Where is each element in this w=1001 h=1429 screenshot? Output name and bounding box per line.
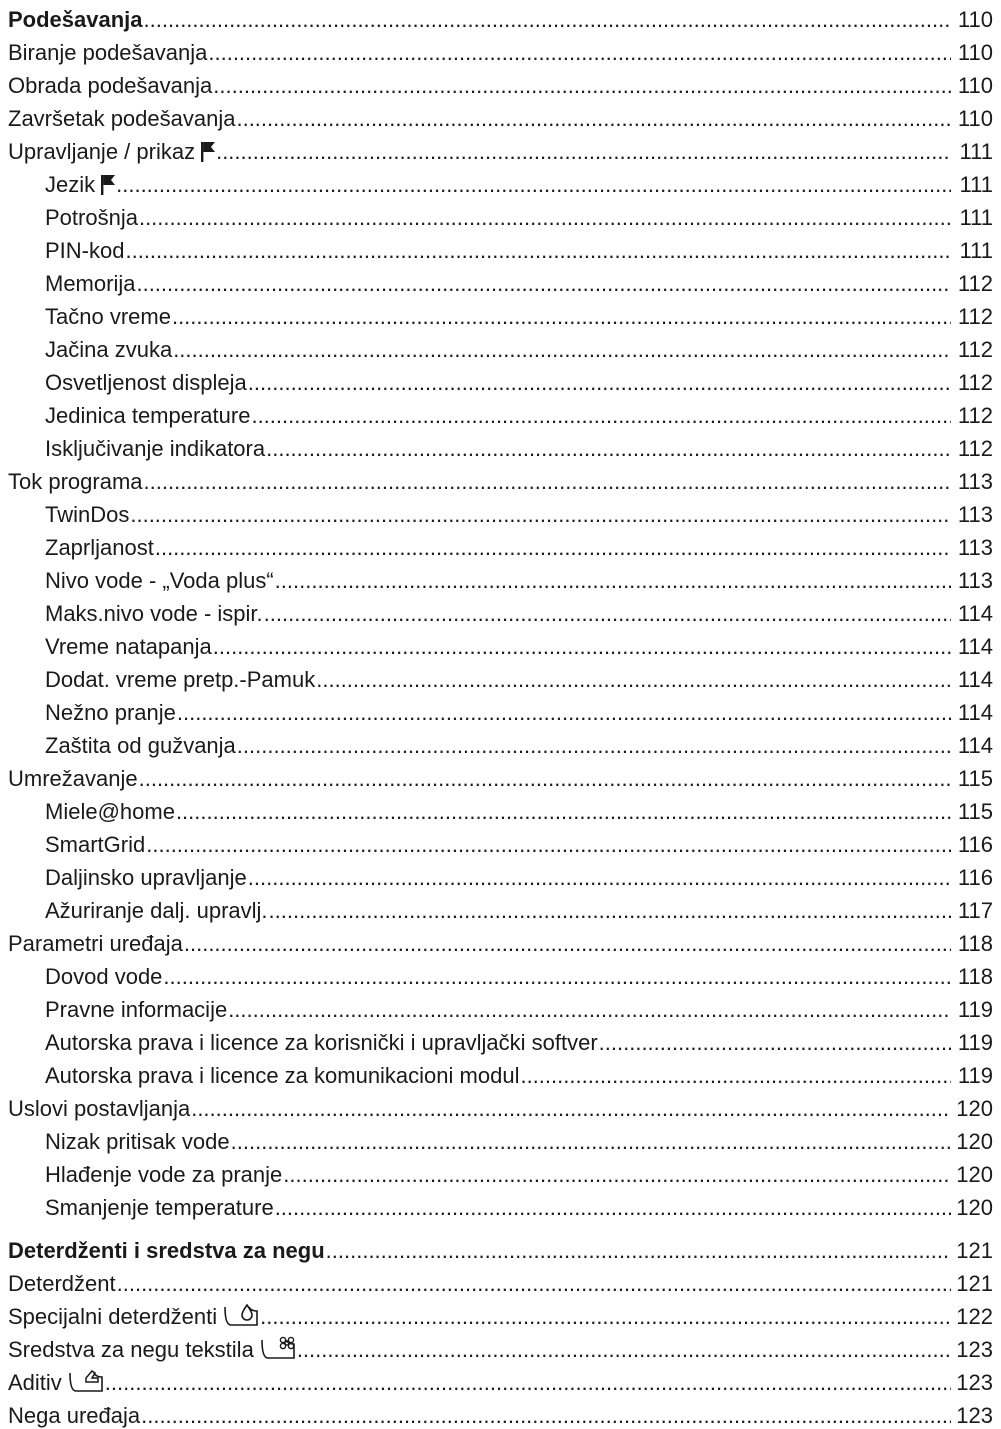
- toc-entry-title: [8, 766, 138, 792]
- toc-entry-title: [8, 1369, 104, 1396]
- toc-entry-label: Potrošnja: [45, 205, 138, 230]
- toc-entry-title: [8, 1303, 259, 1330]
- toc-entry[interactable]: [8, 363, 993, 396]
- toc-entry-title: [45, 601, 263, 627]
- page-number: 119: [957, 1063, 993, 1088]
- page-number: 115: [957, 766, 993, 791]
- toc-entry-label: Specijalni deterdženti: [8, 1304, 218, 1329]
- toc-entry-title: [8, 1271, 116, 1297]
- toc-entry-title: [45, 634, 212, 660]
- dot-leader: [130, 502, 951, 528]
- dot-leader: [184, 931, 951, 957]
- toc-entry[interactable]: [8, 33, 993, 66]
- page-number: 111: [959, 172, 993, 197]
- toc-entry-title: [45, 997, 227, 1023]
- toc-entry[interactable]: [8, 627, 993, 660]
- dot-leader: [237, 733, 951, 759]
- toc-entry[interactable]: [8, 1363, 993, 1396]
- page-number: 113: [957, 568, 993, 593]
- dot-leader: [146, 832, 951, 858]
- toc-entry-label: Dovod vode: [45, 964, 163, 989]
- toc-entry[interactable]: [8, 990, 993, 1023]
- toc-entry-label: Parametri uređaja: [8, 931, 183, 956]
- toc-entry[interactable]: [8, 66, 993, 99]
- toc-entry[interactable]: [8, 1297, 993, 1330]
- page-number: 114: [957, 634, 993, 659]
- toc-entry-label: Isključivanje indikatora: [45, 436, 266, 461]
- toc-entry-title: [45, 667, 315, 693]
- toc-entry-title: [45, 502, 129, 528]
- toc-entry-title: [45, 172, 115, 198]
- page-number: 112: [957, 304, 993, 329]
- dot-leader: [139, 766, 951, 792]
- dot-leader: [176, 799, 951, 825]
- page-number: 110: [957, 106, 993, 131]
- page-number: 112: [957, 370, 993, 395]
- toc-entry[interactable]: [8, 924, 993, 957]
- page-number: 114: [957, 700, 993, 725]
- toc-entry-title: [45, 865, 247, 891]
- toc-entry[interactable]: [8, 759, 993, 792]
- dot-leader: [283, 1162, 951, 1188]
- dot-leader: [297, 1337, 951, 1363]
- toc-entry-title: [45, 535, 154, 561]
- page-number: 110: [957, 40, 993, 65]
- toc-entry-label: Tačno vreme: [45, 304, 171, 329]
- toc-entry[interactable]: [8, 1089, 993, 1122]
- toc-entry-label: Jačina zvuka: [45, 337, 173, 362]
- dot-leader: [251, 403, 951, 429]
- toc-entry[interactable]: [8, 858, 993, 891]
- toc-entry-label: Podešavanja: [8, 7, 143, 32]
- toc-entry-label: Deterdžent: [8, 1271, 116, 1296]
- page-number: 123: [956, 1403, 993, 1428]
- toc-entry-label: Daljinsko upravljanje: [45, 865, 247, 890]
- page-number: 112: [957, 403, 993, 428]
- toc-entry[interactable]: [8, 99, 993, 132]
- toc-entry[interactable]: [8, 0, 993, 33]
- toc-entry-title: [8, 73, 212, 99]
- toc-entry-label: Miele@home: [45, 799, 175, 824]
- toc-entry[interactable]: [8, 1264, 993, 1297]
- toc-entry-title: [45, 799, 175, 825]
- page-number: 122: [956, 1304, 993, 1329]
- page-number: 111: [959, 139, 993, 164]
- dot-leader: [141, 1403, 951, 1429]
- dot-leader: [136, 271, 951, 297]
- dot-leader: [266, 436, 951, 462]
- toc-entry-label: Nega uređaja: [8, 1403, 141, 1428]
- toc-entry-label: Jedinica temperature: [45, 403, 251, 428]
- toc-entry[interactable]: [8, 1155, 993, 1188]
- page-number: 123: [956, 1337, 993, 1362]
- page-number: 112: [957, 337, 993, 362]
- toc-entry-title: [45, 1030, 598, 1056]
- page-number: 118: [957, 964, 993, 989]
- toc-entry-title: [8, 1403, 140, 1429]
- toc-entry-title: [8, 106, 235, 132]
- toc-entry[interactable]: [8, 462, 993, 495]
- page-number: 120: [956, 1162, 993, 1187]
- dot-leader: [191, 1096, 951, 1122]
- toc-entry-label: Hlađenje vode za pranje: [45, 1162, 283, 1187]
- toc-entry-label: Aditiv: [8, 1370, 62, 1395]
- dot-leader: [208, 40, 951, 66]
- toc-entry-label: TwinDos: [45, 502, 130, 527]
- page-number: 111: [959, 238, 993, 263]
- dot-leader: [173, 337, 951, 363]
- toc-entry-title: [45, 700, 176, 726]
- toc-entry-title: [45, 568, 274, 594]
- toc-entry[interactable]: [8, 1188, 993, 1221]
- page-number: 111: [959, 205, 993, 230]
- page-number: 116: [957, 832, 993, 857]
- page-number: 120: [956, 1129, 993, 1154]
- toc-entry-title: [45, 271, 135, 297]
- toc-entry-title: [45, 403, 250, 429]
- toc-entry[interactable]: [8, 264, 993, 297]
- toc-entry-title: [8, 139, 215, 165]
- toc-entry-label: Deterdženti i sredstva za negu: [8, 1238, 325, 1263]
- toc-entry-label: Zaprljanost: [45, 535, 154, 560]
- page-number: 121: [956, 1238, 993, 1263]
- toc-entry[interactable]: [8, 1023, 993, 1056]
- page-number: 110: [957, 7, 993, 32]
- toc-entry[interactable]: [8, 165, 993, 198]
- dot-leader: [116, 172, 951, 198]
- toc-entry[interactable]: [8, 495, 993, 528]
- toc-entry-title: [8, 40, 207, 66]
- page-number: 118: [957, 931, 993, 956]
- dot-leader: [139, 205, 951, 231]
- page-number: 120: [956, 1096, 993, 1121]
- toc-entry-label: Vreme natapanja: [45, 634, 212, 659]
- page-number: 112: [957, 271, 993, 296]
- page-number: 119: [957, 1030, 993, 1055]
- page-number: 112: [957, 436, 993, 461]
- dot-leader: [213, 73, 951, 99]
- toc-entry-label: Memorija: [45, 271, 136, 296]
- page-number: 113: [957, 535, 993, 560]
- page-number: 115: [957, 799, 993, 824]
- toc-entry[interactable]: [8, 1122, 993, 1155]
- fabric-conditioner-compartment-icon: [260, 1336, 296, 1360]
- toc-entry[interactable]: [8, 528, 993, 561]
- toc-entry-title: [45, 436, 265, 462]
- toc-entry-label: Ažuriranje dalj. upravlj.: [45, 898, 268, 923]
- toc-entry-label: Umrežavanje: [8, 766, 138, 791]
- toc-entry-title: [8, 1238, 325, 1264]
- dot-leader: [231, 1129, 951, 1155]
- dot-leader: [228, 997, 951, 1023]
- toc-entry[interactable]: [8, 561, 993, 594]
- toc-entry-title: [8, 469, 143, 495]
- toc-entry[interactable]: [8, 1231, 993, 1264]
- page-number: 114: [957, 667, 993, 692]
- dot-leader: [172, 304, 951, 330]
- page-number: 113: [957, 502, 993, 527]
- dot-leader: [260, 1304, 951, 1330]
- dot-leader: [275, 1195, 951, 1221]
- toc-entry-label: Osvetljenost displeja: [45, 370, 247, 395]
- dot-leader: [105, 1370, 951, 1396]
- toc-entry[interactable]: [8, 1330, 993, 1363]
- toc-entry[interactable]: [8, 792, 993, 825]
- toc-entry[interactable]: [8, 825, 993, 858]
- flag-icon: [101, 175, 115, 195]
- toc-entry-label: Nivo vode - „Voda plus“: [45, 568, 274, 593]
- toc-entry-title: [45, 304, 171, 330]
- dot-leader: [144, 469, 951, 495]
- toc-entry-label: Upravljanje / prikaz: [8, 139, 196, 164]
- toc-entry-label: Biranje podešavanja: [8, 40, 208, 65]
- toc-entry-label: Nežno pranje: [45, 700, 176, 725]
- dot-leader: [316, 667, 951, 693]
- toc-entry-title: [45, 1162, 282, 1188]
- toc-entry-label: Uslovi postavljanja: [8, 1096, 191, 1121]
- toc-entry[interactable]: [8, 429, 993, 462]
- dot-leader: [248, 865, 951, 891]
- toc-entry-title: [45, 238, 124, 264]
- dot-leader: [117, 1271, 951, 1297]
- toc-entry-title: [45, 205, 138, 231]
- toc-entry-title: [45, 964, 162, 990]
- dot-leader: [326, 1238, 951, 1264]
- page-number: 120: [956, 1195, 993, 1220]
- toc-entry[interactable]: [8, 594, 993, 627]
- dot-leader: [144, 7, 951, 33]
- additive-compartment-icon: [68, 1369, 104, 1393]
- page-number: 114: [957, 601, 993, 626]
- page-number: 114: [957, 733, 993, 758]
- toc-entry[interactable]: [8, 1396, 993, 1429]
- toc-entry[interactable]: [8, 1056, 993, 1089]
- page-number: 116: [957, 865, 993, 890]
- dot-leader: [155, 535, 951, 561]
- toc-entry-label: Smanjenje temperature: [45, 1195, 274, 1220]
- toc-entry[interactable]: [8, 693, 993, 726]
- toc-entry-label: Tok programa: [8, 469, 143, 494]
- toc-entry-label: Jezik: [45, 172, 96, 197]
- toc-entry[interactable]: [8, 231, 993, 264]
- page-number: 121: [956, 1271, 993, 1296]
- dot-leader: [264, 601, 951, 627]
- toc-entry-label: Nizak pritisak vode: [45, 1129, 230, 1154]
- dot-leader: [213, 634, 951, 660]
- dot-leader: [269, 898, 951, 924]
- toc-entry-title: [45, 832, 145, 858]
- toc-entry-label: PIN-kod: [45, 238, 125, 263]
- toc-entry[interactable]: [8, 891, 993, 924]
- toc-entry[interactable]: [8, 660, 993, 693]
- page-number: 119: [957, 997, 993, 1022]
- dot-leader: [125, 238, 951, 264]
- toc-entry-title: [45, 337, 172, 363]
- toc-entry-title: [8, 1096, 190, 1122]
- toc-entry-title: [45, 370, 247, 396]
- page-number: 110: [957, 73, 993, 98]
- toc-entry-label: Zaštita od gužvanja: [45, 733, 236, 758]
- table-of-contents: [8, 0, 993, 1429]
- toc-entry-title: [45, 733, 236, 759]
- toc-entry-label: Autorska prava i licence za komunikacioni modul: [45, 1063, 520, 1088]
- toc-entry[interactable]: [8, 132, 993, 165]
- toc-entry[interactable]: [8, 198, 993, 231]
- toc-entry-label: Obrada podešavanja: [8, 73, 213, 98]
- toc-entry-label: SmartGrid: [45, 832, 146, 857]
- toc-entry-title: [8, 1336, 296, 1363]
- toc-entry-label: Dodat. vreme pretp.-Pamuk: [45, 667, 316, 692]
- toc-entry-title: [45, 1195, 274, 1221]
- toc-entry-title: [45, 898, 268, 924]
- toc-entry[interactable]: [8, 297, 993, 330]
- toc-entry[interactable]: [8, 330, 993, 363]
- toc-entry-label: Autorska prava i licence za korisnički i upravljački softver: [45, 1030, 598, 1055]
- toc-entry-label: Maks.nivo vode - ispir.: [45, 601, 263, 626]
- dot-leader: [163, 964, 951, 990]
- toc-entry-title: [45, 1063, 519, 1089]
- toc-entry[interactable]: [8, 396, 993, 429]
- dot-leader: [177, 700, 951, 726]
- dot-leader: [275, 568, 951, 594]
- page-number: 123: [956, 1370, 993, 1395]
- toc-entry-label: Sredstva za negu tekstila: [8, 1337, 254, 1362]
- toc-entry[interactable]: [8, 726, 993, 759]
- toc-entry-title: [45, 1129, 230, 1155]
- dot-leader: [216, 139, 951, 165]
- dot-leader: [520, 1063, 951, 1089]
- flag-icon: [201, 142, 215, 162]
- special-detergent-compartment-icon: [223, 1303, 259, 1327]
- toc-entry-title: [8, 931, 183, 957]
- toc-entry-label: Završetak podešavanja: [8, 106, 236, 131]
- toc-entry-title: [8, 7, 143, 33]
- toc-entry-label: Pravne informacije: [45, 997, 228, 1022]
- page-number: 113: [957, 469, 993, 494]
- dot-leader: [236, 106, 951, 132]
- dot-leader: [599, 1030, 951, 1056]
- dot-leader: [248, 370, 951, 396]
- toc-entry[interactable]: [8, 957, 993, 990]
- page-number: 117: [957, 898, 993, 923]
